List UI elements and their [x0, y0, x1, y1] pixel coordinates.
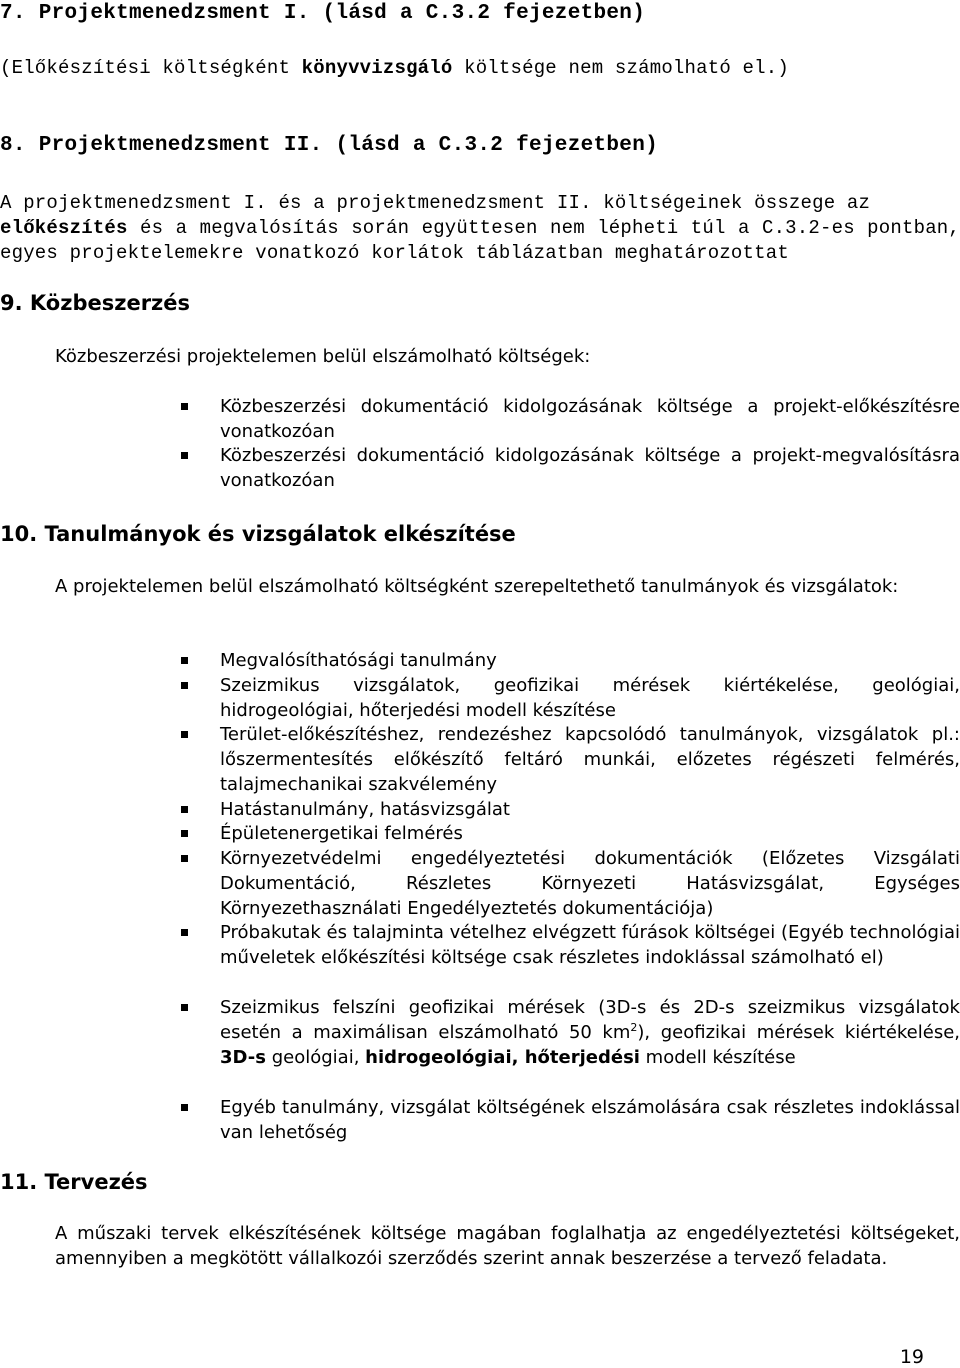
note-text-post: költsége nem számolható el.) [452, 57, 789, 79]
bullet-icon [181, 855, 188, 862]
item-text-bold: 3D-s [220, 1047, 266, 1068]
bullet-icon [181, 657, 188, 664]
list-item-text: Próbakutak és talajminta vételhez elvégzett fúrások költségei (Egyéb technológiai műveletek előkészítési költsége csak részletes indoklással számolható el) [220, 922, 960, 968]
list-item-text: Épületenergetikai felmérés [220, 823, 463, 844]
section-9-intro: Közbeszerzési projektelemen belül elszámolható költségek: [55, 346, 591, 367]
section-9-heading: 9. Közbeszerzés [0, 291, 191, 315]
section-7-heading: 7. Projektmenedzsment I. (lásd a C.3.2 fejezetben) [0, 2, 646, 25]
list-item-text: Környezetvédelmi engedélyeztetési dokumentációk (Előzetes Vizsgálati Dokumentáció, Részletes Környezeti Hatásvizsgálat, Egységes Környezethasználati Engedélyeztetés dokumentációja) [220, 848, 960, 919]
section-8-bold-word: előkészítés [0, 217, 128, 239]
list-item-text: Megvalósíthatósági tanulmány [220, 650, 497, 671]
item-text-part: Szeizmikus felszíni geofizikai mérések (3D-s és 2D-s szeizmikus vizsgálatok esetén a maximálisan elszámolható 50 km [220, 997, 960, 1043]
list-item-text: Egyéb tanulmány, vizsgálat költségének elszámolására csak részletes indoklással van lehetőség [220, 1097, 960, 1143]
bullet-icon [181, 1004, 188, 1011]
list-item-text: Terület-előkészítéshez, rendezéshez kapcsolódó tanulmányok, vizsgálatok pl.: lőszermentesítés előkészítő feltáró munkái, előzetes régészeti felmérés, talajmechanikai szakvélemény [220, 724, 960, 795]
section-10-intro: A projektelemen belül elszámolható költségként szerepeltethető tanulmányok és vizsgálatok: [55, 576, 899, 597]
section-7-note [0, 56, 789, 81]
item-text-part: ), geofizikai mérések kiértékelése, [637, 1022, 960, 1043]
section-8-line-3: egyes projektelemekre vonatkozó korlátok táblázatban meghatározottat [0, 242, 789, 264]
page-number: 19 [899, 1346, 924, 1368]
item-text-part: modell készítése [639, 1047, 796, 1068]
section-10-heading: 10. Tanulmányok és vizsgálatok elkészítése [0, 522, 516, 546]
list-item-text: Közbeszerzési dokumentáció kidolgozásának költsége a projekt-megvalósításra vonatkozóan [220, 445, 960, 491]
bullet-icon [181, 403, 188, 410]
bullet-icon [181, 929, 188, 936]
item-text-bold: hidrogeológiai, hőterjedési [365, 1047, 640, 1068]
note-text-pre: (Előkészítési költségként [0, 57, 302, 79]
superscript: 2 [630, 1021, 638, 1034]
bullet-icon [181, 452, 188, 459]
list-item-text: Szeizmikus vizsgálatok, geofizikai mérések kiértékelése, geológiai, hidrogeológiai, hőterjedési modell készítése [220, 675, 960, 721]
bullet-icon [181, 806, 188, 813]
list-item-text: Közbeszerzési dokumentáció kidolgozásának költsége a projekt-előkészítésre vonatkozóan [220, 396, 960, 442]
section-8-heading: 8. Projektmenedzsment II. (lásd a C.3.2 fejezetben) [0, 134, 659, 157]
bullet-icon [181, 830, 188, 837]
bullet-icon [181, 682, 188, 689]
list-item-text: Hatástanulmány, hatásvizsgálat [220, 799, 510, 820]
section-11-heading: 11. Tervezés [0, 1170, 148, 1194]
bullet-icon [181, 1104, 188, 1111]
bullet-icon [181, 731, 188, 738]
item-text-part: geológiai, [265, 1047, 366, 1068]
note-text-bold: könyvvizsgáló [301, 57, 453, 79]
section-8-line-2-rest: és a megvalósítás során együttesen nem lépheti túl a C.3.2-es pontban, [140, 217, 960, 239]
section-8-line-1: A projektmenedzsment I. és a projektmenedzsment II. költségeinek összege az [0, 192, 871, 214]
section-11-paragraph: A műszaki tervek elkészítésének költsége magában foglalhatja az engedélyeztetési költségeket, amennyiben a megkötött vállalkozói szerződés szerint annak beszerzése a tervező feladata. [55, 1223, 960, 1269]
section-8-paragraph [0, 191, 960, 266]
section-8-line-2 [0, 216, 960, 241]
list-item-text [220, 995, 960, 1070]
